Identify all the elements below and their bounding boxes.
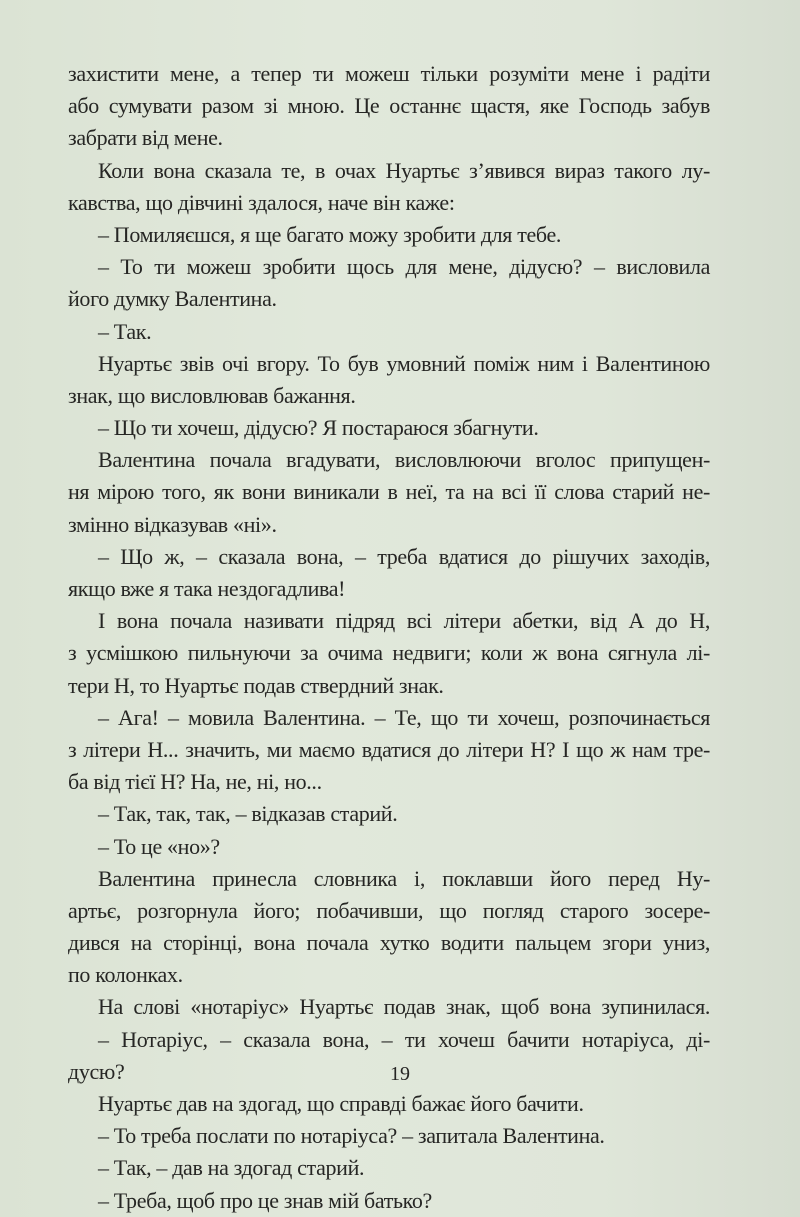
text-line: – Треба, щоб про це знав мій батько? bbox=[98, 1187, 432, 1213]
text-line: Коли вона сказала те, в очах Нуартьє з’явився вираз такого лу- bbox=[98, 157, 710, 183]
text-line: – Нотаріус, – сказала вона, – ти хочеш бачити нотаріуса, ді- bbox=[98, 1026, 710, 1052]
text-line: ба від тієї Н? На, не, ні, но... bbox=[68, 769, 322, 795]
text-line: знак, що висловлював бажання. bbox=[68, 382, 356, 408]
text-line: Нуартьє звів очі вгору. То був умовний поміж ним і Валентиною bbox=[98, 350, 710, 376]
text-line: На слові «нотаріус» Нуартьє подав знак, щоб вона зупинилася. bbox=[98, 994, 710, 1020]
text-line: – Що ж, – сказала вона, – треба вдатися до рішучих заходів, bbox=[98, 543, 710, 569]
text-line: його думку Валентина. bbox=[68, 286, 277, 312]
text-line: якщо вже я така нездогадлива! bbox=[68, 576, 346, 601]
text-line: – Що ти хочеш, дідусю? Я постараюся збагнути. bbox=[98, 415, 539, 441]
text-line: – То це «но»? bbox=[98, 833, 220, 859]
text-line: Нуартьє дав на здогад, що справді бажає його бачити. bbox=[98, 1091, 584, 1116]
text-line: – То треба послати по нотаріуса? – запитала Валентина. bbox=[98, 1123, 605, 1149]
text-line: змінно відказував «ні». bbox=[68, 511, 277, 537]
text-line: кавства, що дівчині здалося, наче він каже: bbox=[68, 189, 455, 215]
text-line: І вона почала називати підряд всі літери абетки, від А до Н, bbox=[98, 608, 710, 634]
text-line: – Ага! – мовила Валентина. – Те, що ти хочеш, розпочинається bbox=[98, 704, 710, 730]
text-line: по колонках. bbox=[68, 962, 183, 988]
text-line: Валентина почала вгадувати, висловлюючи вголос припущен- bbox=[98, 447, 710, 473]
text-line: – Так. bbox=[98, 318, 152, 344]
text-line: – Так, так, так, – відказав старий. bbox=[98, 801, 398, 827]
text-line: – То ти можеш зробити щось для мене, дідусю? – висловила bbox=[98, 254, 710, 280]
text-line: забрати від мене. bbox=[68, 125, 223, 151]
text-line: – Так, – дав на здогад старий. bbox=[98, 1155, 365, 1181]
text-line: дився на сторінці, вона почала хутко водити пальцем згори униз, bbox=[68, 930, 710, 956]
text-line: Валентина принесла словника і, поклавши його перед Ну- bbox=[98, 865, 710, 891]
text-line: дусю? bbox=[68, 1058, 125, 1084]
text-line: ня мірою того, як вони виникали в неї, та на всі її слова старий не- bbox=[68, 479, 710, 505]
text-line: – Помиляєшся, я ще багато можу зробити для тебе. bbox=[98, 221, 562, 247]
text-line: тери Н, то Нуартьє подав ствердний знак. bbox=[68, 672, 444, 698]
page-number: 19 bbox=[390, 1063, 410, 1085]
text-line: або сумувати разом зі мною. Це останнє щастя, яке Господь забув bbox=[68, 93, 710, 119]
text-line: захистити мене, а тепер ти можеш тільки розуміти мене і радіти bbox=[68, 61, 710, 86]
text-line: з усмішкою пильнуючи за очима недвиги; коли ж вона сягнула лі- bbox=[68, 640, 710, 666]
text-line: з літери Н... значить, ми маємо вдатися до літери Н? І що ж нам тре- bbox=[68, 736, 710, 762]
text-line: артьє, розгорнула його; побачивши, що погляд старого зосере- bbox=[68, 897, 710, 923]
page-body bbox=[68, 58, 710, 1217]
